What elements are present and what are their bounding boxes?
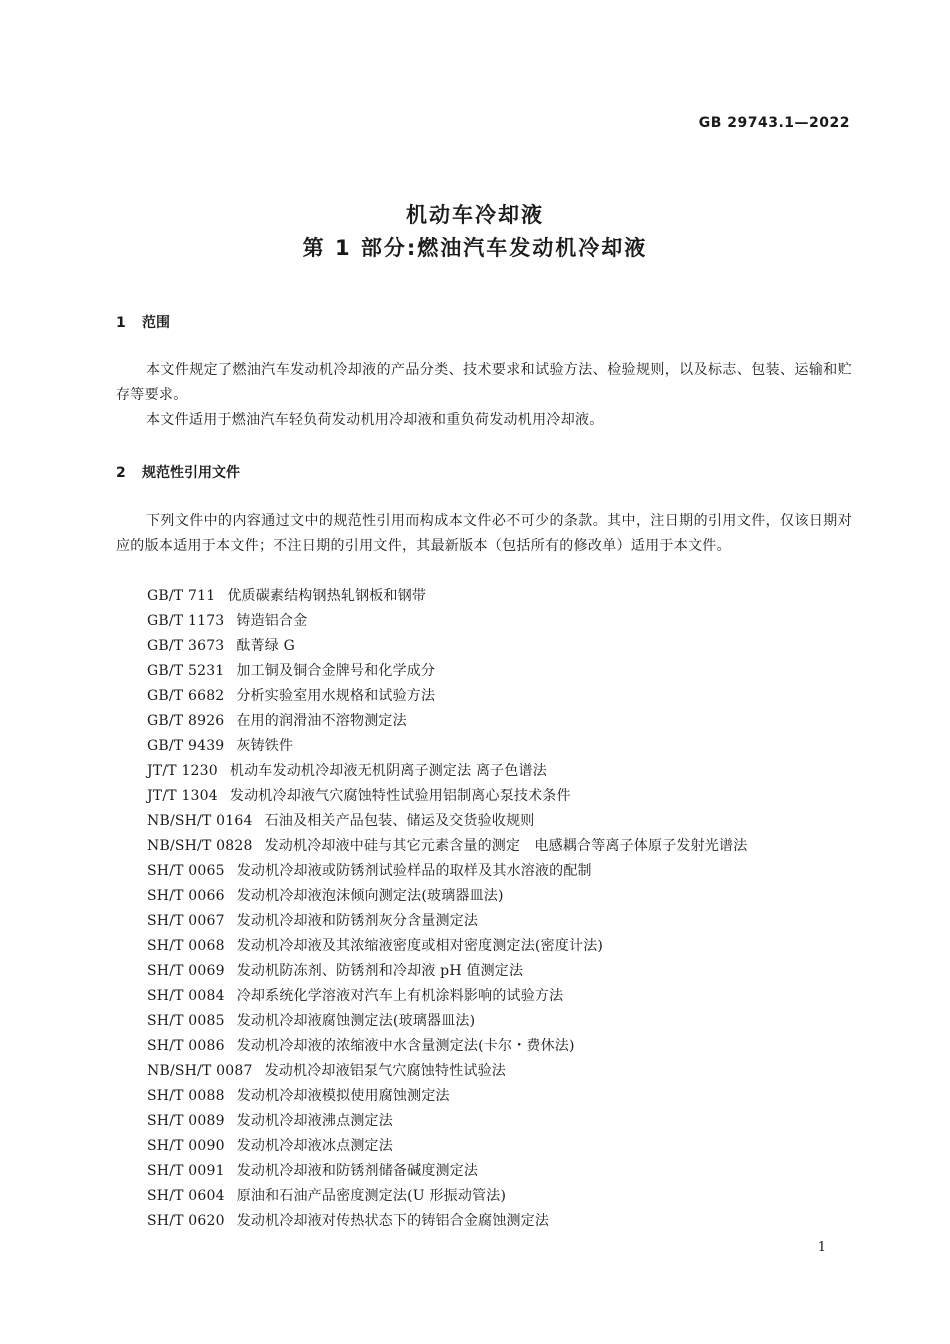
- paragraph: 本文件规定了燃油汽车发动机冷却液的产品分类、技术要求和试验方法、检验规则，以及标志、包装、运输和贮存等要求。: [116, 362, 852, 403]
- reference-code: SH/T 0620: [147, 1213, 225, 1229]
- reference-code: SH/T 0068: [147, 938, 225, 954]
- reference-code: SH/T 0067: [147, 913, 225, 929]
- reference-title: 发动机冷却液泡沫倾向测定法(玻璃器皿法): [236, 888, 504, 904]
- reference-code: SH/T 0091: [147, 1163, 225, 1179]
- reference-title: 在用的润滑油不溶物测定法: [236, 713, 407, 729]
- reference-title: 发动机冷却液气穴腐蚀特性试验用铝制离心泵技术条件: [229, 788, 571, 804]
- reference-title: 发动机冷却液中硅与其它元素含量的测定 电感耦合等离子体原子发射光谱法: [264, 838, 748, 854]
- section-title: 规范性引用文件: [142, 465, 240, 481]
- reference-item: [147, 1134, 747, 1159]
- reference-title: 石油及相关产品包装、储运及交货验收规则: [264, 813, 535, 829]
- reference-list: [147, 584, 747, 1234]
- reference-item: [147, 1159, 747, 1184]
- reference-title: 优质碳素结构钢热轧钢板和钢带: [227, 588, 427, 604]
- reference-title: 发动机冷却液对传热状态下的铸铝合金腐蚀测定法: [236, 1213, 550, 1229]
- reference-code: SH/T 0086: [147, 1038, 225, 1054]
- reference-title: 酞菁绿 G: [236, 638, 296, 654]
- reference-code: GB/T 5231: [147, 663, 225, 679]
- reference-title: 冷却系统化学溶液对汽车上有机涂料影响的试验方法: [236, 988, 564, 1004]
- reference-title: 发动机防冻剂、防锈剂和冷却液 pH 值测定法: [236, 963, 524, 979]
- reference-title: 发动机冷却液沸点测定法: [236, 1113, 393, 1129]
- reference-code: SH/T 0090: [147, 1138, 225, 1154]
- reference-item: [147, 1009, 747, 1034]
- section-heading-normative-references: [116, 462, 240, 482]
- section-number: 1: [116, 315, 126, 331]
- reference-item: [147, 834, 747, 859]
- reference-title: 发动机冷却液冰点测定法: [236, 1138, 393, 1154]
- reference-code: GB/T 1173: [147, 613, 225, 629]
- reference-item: [147, 634, 747, 659]
- reference-item: [147, 859, 747, 884]
- reference-item: [147, 659, 747, 684]
- reference-item: [147, 809, 747, 834]
- reference-title: 发动机冷却液和防锈剂灰分含量测定法: [236, 913, 479, 929]
- reference-code: JT/T 1304: [147, 788, 218, 804]
- reference-item: [147, 609, 747, 634]
- reference-item: [147, 1084, 747, 1109]
- reference-item: [147, 959, 747, 984]
- reference-code: GB/T 8926: [147, 713, 225, 729]
- reference-title: 发动机冷却液和防锈剂储备碱度测定法: [236, 1163, 479, 1179]
- document-subtitle: 第 1 部分:燃油汽车发动机冷却液: [302, 236, 648, 260]
- section-number: 2: [116, 465, 126, 481]
- reference-item: [147, 884, 747, 909]
- reference-title: 机动车发动机冷却液无机阴离子测定法 离子色谱法: [229, 763, 547, 779]
- reference-code: GB/T 6682: [147, 688, 225, 704]
- reference-title: 灰铸铁件: [236, 738, 294, 754]
- section-title: 范围: [142, 315, 170, 331]
- reference-code: SH/T 0065: [147, 863, 225, 879]
- reference-title: 分析实验室用水规格和试验方法: [236, 688, 436, 704]
- reference-item: [147, 934, 747, 959]
- reference-title: 发动机冷却液腐蚀测定法(玻璃器皿法): [236, 1013, 476, 1029]
- reference-code: NB/SH/T 0828: [147, 838, 253, 854]
- page-number: 1: [817, 1240, 826, 1255]
- paragraph: 本文件适用于燃油汽车轻负荷发动机用冷却液和重负荷发动机用冷却液。: [146, 412, 604, 428]
- reference-title: 发动机冷却液及其浓缩液密度或相对密度测定法(密度计法): [236, 938, 604, 954]
- reference-code: SH/T 0066: [147, 888, 225, 904]
- reference-item: [147, 984, 747, 1009]
- reference-title: 原油和石油产品密度测定法(U 形振动管法): [236, 1188, 507, 1204]
- reference-item: [147, 1059, 747, 1084]
- reference-item: [147, 1209, 747, 1234]
- reference-item: [147, 1034, 747, 1059]
- reference-item: [147, 784, 747, 809]
- paragraph: 下列文件中的内容通过文中的规范性引用而构成本文件必不可少的条款。其中，注日期的引用文件，仅该日期对应的版本适用于本文件；不注日期的引用文件，其最新版本（包括所有的修改单）适用于本文件。: [116, 513, 852, 554]
- reference-title: 发动机冷却液模拟使用腐蚀测定法: [236, 1088, 450, 1104]
- reference-item: [147, 1184, 747, 1209]
- reference-code: JT/T 1230: [147, 763, 218, 779]
- reference-item: [147, 759, 747, 784]
- reference-item: [147, 584, 747, 609]
- reference-code: SH/T 0088: [147, 1088, 225, 1104]
- reference-title: 铸造铝合金: [236, 613, 308, 629]
- reference-title: 发动机冷却液或防锈剂试验样品的取样及其水溶液的配制: [236, 863, 592, 879]
- reference-title: 发动机冷却液的浓缩液中水含量测定法(卡尔・费休法): [236, 1038, 575, 1054]
- reference-title: 加工铜及铜合金牌号和化学成分: [236, 663, 436, 679]
- reference-code: SH/T 0084: [147, 988, 225, 1004]
- reference-code: SH/T 0604: [147, 1188, 225, 1204]
- reference-item: [147, 909, 747, 934]
- reference-title: 发动机冷却液铝泵气穴腐蚀特性试验法: [264, 1063, 506, 1079]
- reference-code: SH/T 0069: [147, 963, 225, 979]
- reference-code: SH/T 0085: [147, 1013, 225, 1029]
- reference-item: [147, 1109, 747, 1134]
- section-heading-scope: [116, 312, 170, 332]
- reference-code: GB/T 711: [147, 588, 216, 604]
- standard-code: GB 29743.1—2022: [698, 115, 850, 131]
- reference-code: NB/SH/T 0087: [147, 1063, 253, 1079]
- reference-item: [147, 709, 747, 734]
- reference-code: SH/T 0089: [147, 1113, 225, 1129]
- reference-code: NB/SH/T 0164: [147, 813, 253, 829]
- document-title: 机动车冷却液: [406, 203, 544, 227]
- reference-item: [147, 734, 747, 759]
- reference-code: GB/T 9439: [147, 738, 225, 754]
- reference-code: GB/T 3673: [147, 638, 225, 654]
- reference-item: [147, 684, 747, 709]
